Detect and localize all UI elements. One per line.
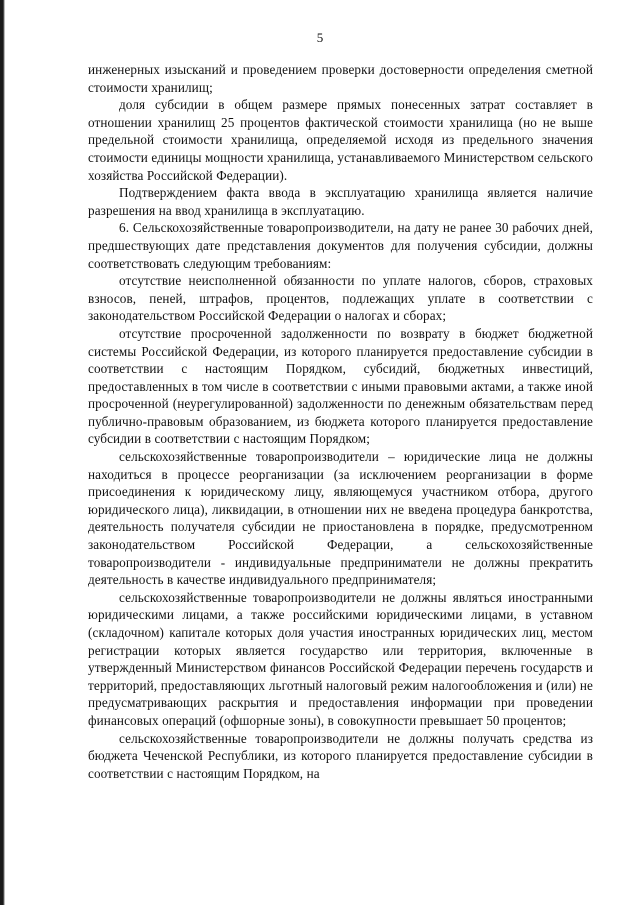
paragraph-8: сельскохозяйственные товаропроизводители не должны являться иностранными юридическими лицами, а также российскими юридическими лицами, в уставном (складочном) капитале которых доля участия иностранных юридических лиц, местом регистрации которых является государство или территория, включенные в утвержденный Министерством финансов Российской Федерации перечень государств и территорий, предоставляющих льготный налоговый режим налогообложения и (или) не предусматривающих раскрытия и предоставления информации при проведении финансовых операций (офшорные зоны), в совокупности превышает 50 процентов; xyxy=(88,589,593,728)
paragraph-3: Подтверждением факта ввода в эксплуатацию хранилища является наличие разрешения на ввод хранилища в эксплуатацию. xyxy=(88,185,593,218)
paragraph-6: отсутствие просроченной задолженности по возврату в бюджет бюджетной системы Российской Федерации, из которого планируется предоставление субсидии в соответствии с настоящим Порядком, субсидий, бюджетных инвестиций, предоставленных в том числе в соответствии с иными правовыми актами, а также иной просроченной (неурегулированной) задолженности по денежным обязательствам перед публично-правовым образованием, из бюджета которого планируется предоставление субсидии в соответствии с настоящим Порядком; xyxy=(88,325,593,447)
paragraph-2: доля субсидии в общем размере прямых понесенных затрат составляет в отношении хранилищ 25 процентов фактической стоимости хранилища (но не выше предельной стоимости хранилища, определяемой исходя из предельного значения стоимости единицы мощности хранилища, устанавливаемого Министерством сельского хозяйства Российской Федерации). xyxy=(88,97,593,183)
paragraph-1: инженерных изысканий и проведением проверки достоверности определения сметной стоимости хранилищ; xyxy=(88,62,593,95)
scan-edge-shadow xyxy=(0,0,5,905)
paragraph-9: сельскохозяйственные товаропроизводители не должны получать средства из бюджета Чеченской Республики, из которого планируется предоставление субсидии в соответствии с настоящим Порядком, на xyxy=(88,730,593,781)
paragraph-5: отсутствие неисполненной обязанности по уплате налогов, сборов, страховых взносов, пеней, штрафов, процентов, подлежащих уплате в соответствии с законодательством Российской Федерации о налогах и сборах; xyxy=(88,273,593,324)
document-body xyxy=(88,61,593,782)
paragraph-4: 6. Сельскохозяйственные товаропроизводители, на дату не ранее 30 рабочих дней, предшествующих дате представления документов для получения субсидии, должны соответствовать следующим требованиям: xyxy=(88,220,593,271)
paragraph-7: сельскохозяйственные товаропроизводители – юридические лица не должны находиться в процессе реорганизации (за исключением реорганизации в форме присоединения к юридическому лицу, являющемуся участником отбора, другого юридического лица), ликвидации, в отношении них не введена процедура банкротства, деятельность получателя субсидии не приостановлена в порядке, предусмотренном законодательством Российской Федерации, а сельскохозяйственные товаропроизводители - индивидуальные предприниматели не должны прекратить деятельность в качестве индивидуального предпринимателя; xyxy=(88,449,593,588)
page-number: 5 xyxy=(316,30,324,45)
